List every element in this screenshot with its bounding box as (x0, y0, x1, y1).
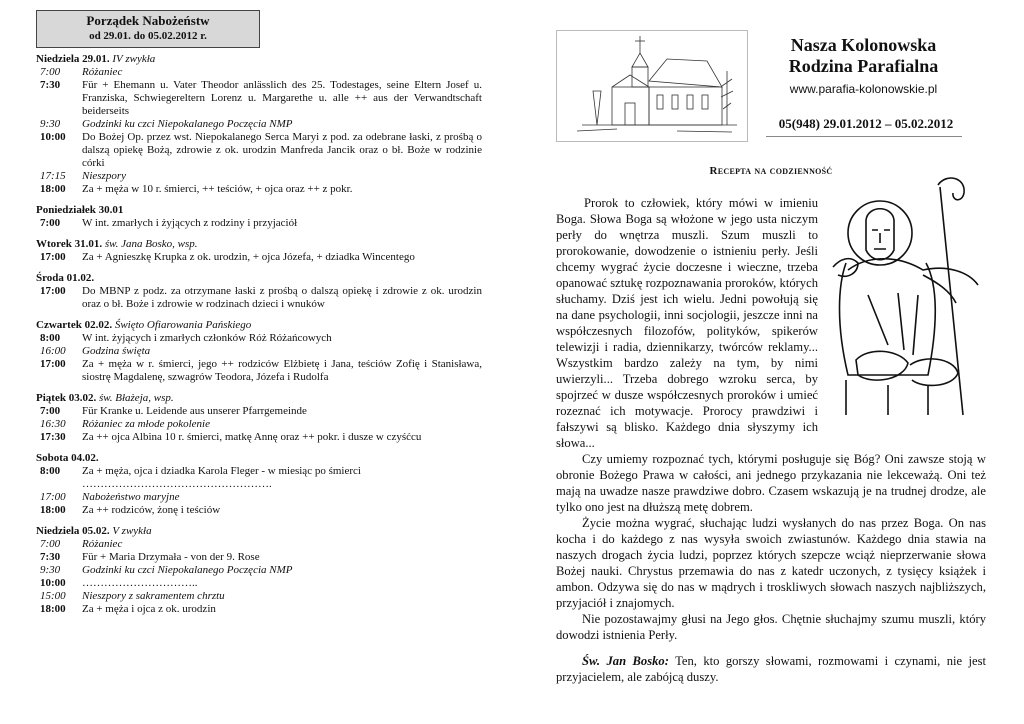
mass-intention: Für + Ehemann u. Vater Theodor anlässlich des 25. Todestages, seine Eltern Josef u. Franziska, Schwiegereltern Lorenz u. Margarethe u. alle ++ aus der Verwandtschaft beiderseits (82, 79, 482, 117)
article-heading: Recepta na codzienność (709, 165, 833, 177)
day-header (36, 452, 482, 465)
mass-entry (36, 491, 482, 504)
mass-entry (36, 358, 482, 384)
schedule-day (36, 272, 482, 311)
mass-intention: W int. zmarłych i żyjących z rodziny i przyjaciół (82, 217, 298, 229)
mass-entry (36, 431, 482, 444)
mass-time: 10:00 (40, 577, 66, 589)
mass-entry (36, 551, 482, 564)
mass-entry (36, 465, 482, 478)
mass-intention: Nabożeństwo maryjne (82, 491, 180, 503)
mass-time: 7:00 (40, 538, 61, 550)
mass-intention: Godzina święta (82, 345, 151, 357)
day-label: Czwartek 02.02. (36, 319, 113, 331)
mass-entry (36, 603, 482, 616)
day-label: Poniedziałek 30.01 (36, 204, 124, 216)
mass-time: 18:00 (40, 504, 66, 516)
day-label: Wtorek 31.01. (36, 238, 103, 250)
mass-time: 17:00 (40, 251, 66, 263)
day-note: św. Błażeja, wsp. (98, 392, 174, 404)
mass-intention: ……………………………………………. (82, 478, 272, 490)
church-illustration (556, 30, 748, 142)
schedule-day (36, 525, 482, 616)
mass-intention: Różaniec (82, 66, 123, 78)
schedule-header-box (36, 10, 260, 48)
schedule-day (36, 392, 482, 444)
mass-entry (36, 251, 482, 264)
day-header (36, 392, 482, 405)
mass-intention: Za + męża w 10 r. śmierci, ++ teściów, + ojca oraz ++ z pokr. (82, 183, 353, 195)
day-header (36, 238, 482, 251)
day-note: V zwykła (112, 525, 152, 537)
article-paragraph: Czy umiemy rozpoznać tych, którymi posługuje się Bóg? Oni zawsze stoją w obronie Bożego Prawa w całości, ani jednego przykazania nie lekceważą. Oni też mają na uwadze nasze prawdziwe dobro. Czasem wskazują je na trudnej drodze, ale tylko ono jest na dłuższą metę dobrem. (556, 452, 986, 514)
schedule-day (36, 452, 482, 517)
article-paragraph: Życie można wygrać, słuchając ludzi wysłanych do nas przez Boga. On nas kocha i do każdego z nas wysyła swoich zwiastunów. Każdego dnia stawia na naszych drogach życia ludzi, poprzez których szepcze wciąż nieprzerwanie słowa Bożej nauki. Chrystus przemawia do nas z katedr uczonych, z tysięcy książek i ambon. Odzywa się do nas w mądrych i troskliwych słowach naszych najbliższych, przyjaciół i znajomych. (556, 516, 986, 610)
good-shepherd-illustration (828, 175, 986, 420)
mass-time: 9:30 (40, 564, 61, 576)
mass-time: 7:30 (40, 551, 61, 563)
day-label: Niedziela 29.01. (36, 53, 110, 65)
mass-time: 8:00 (40, 465, 61, 477)
mass-entry (36, 183, 482, 196)
mass-intention: Godzinki ku czci Niepokalanego Poczęcia NMP (82, 118, 293, 130)
mass-time: 17:15 (40, 170, 66, 182)
mass-entry (36, 170, 482, 183)
mass-entry (36, 538, 482, 551)
mass-time: 7:00 (40, 66, 61, 78)
mass-intention: Różaniec za młode pokolenie (82, 418, 210, 430)
schedule-day (36, 238, 482, 264)
mass-time: 15:00 (40, 590, 66, 602)
mass-intention: Do MBNP z podz. za otrzymane łaski z prośbą o dalszą opiekę i zdrowie z ok. urodzin oraz o bł. Boże i zdrowie w rodzinach dzieci i wnuków (82, 285, 482, 310)
parish-website[interactable]: www.parafia-kolonowskie.pl (789, 82, 938, 96)
day-header (36, 53, 482, 66)
day-note: Święto Ofiarowania Pańskiego (114, 319, 252, 331)
mass-intention: Za ++ rodziców, żonę i teściów (82, 504, 221, 516)
article-paragraph: Prorok to człowiek, który mówi w imieniu Boga. Słowa Boga są włożone w jego usta niczym perły do wnętrza muszli. Szum muszli to prorokowanie, dowodzenie o istnieniu perły. Jeśli chcemy wygrać życie doczesne i wieczne, trzeba opanować sztukę rozpoznawania proroków, których słuchamy. Dziś jest ich wielu. Jedni powołują się na dane psychologii, inni socjologii, jeszcze inni na współczesnych filozofów, polityków, spikerów telewizji i radia, dziennikarzy, twórców reklamy... Wszystkim bardzo zależy na tym, by nimi uwierzyli... Trzeba dobrego wzroku serca, by spojrzeć w dusze współczesnych proroków i umieć rozeznać ich motywacje. Prorocy prawdziwi i fałszywi są blisko. Każdego dnia słyszymy ich słowa... (556, 196, 818, 450)
mass-intention: Für + Maria Drzymała - von der 9. Rose (82, 551, 260, 563)
mass-entry (36, 66, 482, 79)
mass-intention: Do Bożej Op. przez wst. Niepokalanego Serca Maryi z pod. za odebrane łaski, z prośbą o dalszą opiekę Bożą, zdrowie z ok. urodzin Manfreda Jancik oraz o bł. Boże w rodzinie córki (82, 131, 482, 169)
day-label: Piątek 03.02. (36, 392, 97, 404)
masthead-divider (766, 136, 962, 137)
mass-intention: Za + Agnieszkę Krupka z ok. urodzin, + ojca Józefa, + dziadka Wincentego (82, 251, 415, 263)
mass-time: 18:00 (40, 183, 66, 195)
mass-entry (36, 577, 482, 590)
mass-entry (36, 285, 482, 311)
mass-intention: ………………………….. (82, 577, 198, 589)
saint-quote (556, 653, 986, 685)
mass-entry (36, 590, 482, 603)
day-header (36, 204, 482, 217)
bulletin-title (761, 35, 966, 77)
mass-time: 9:30 (40, 118, 61, 130)
mass-time: 17:30 (40, 431, 66, 443)
schedule-date-range: od 29.01. do 05.02.2012 r. (89, 30, 207, 42)
day-note: św. Jana Bosko, wsp. (104, 238, 198, 250)
mass-time: 17:00 (40, 285, 66, 297)
schedule-day (36, 53, 482, 196)
mass-entry (36, 478, 482, 491)
mass-intention: W int. żyjących i zmarłych członków Róż Różańcowych (82, 332, 332, 344)
mass-entry (36, 504, 482, 517)
mass-entry (36, 131, 482, 170)
mass-intention: Nieszpory (82, 170, 126, 182)
mass-intention: Za ++ ojca Albina 10 r. śmierci, matkę Annę oraz ++ pokr. i dusze w czyśćcu (82, 431, 422, 443)
mass-entry (36, 217, 482, 230)
mass-entry (36, 564, 482, 577)
schedule-day (36, 204, 482, 230)
day-header (36, 525, 482, 538)
day-label: Niedziela 05.02. (36, 525, 110, 537)
schedule-title: Porządek Nabożeństw (86, 13, 210, 28)
mass-entry (36, 345, 482, 358)
mass-time: 17:00 (40, 491, 66, 503)
quote-author: Św. Jan Bosko: (582, 654, 669, 668)
mass-time: 7:30 (40, 79, 61, 91)
day-label: Sobota 04.02. (36, 452, 99, 464)
mass-entry (36, 418, 482, 431)
bulletin-title-line1: Nasza Kolonowska (790, 35, 937, 55)
mass-time: 16:00 (40, 345, 66, 357)
mass-intention: Godzinki ku czci Niepokalanego Poczęcia NMP (82, 564, 293, 576)
issue-number: 05(948) 29.01.2012 – 05.02.2012 (778, 116, 954, 131)
schedule-day (36, 319, 482, 384)
mass-time: 7:00 (40, 217, 61, 229)
mass-time: 16:30 (40, 418, 66, 430)
mass-intention: Za + męża i ojca z ok. urodzin (82, 603, 216, 615)
mass-time (36, 478, 82, 491)
mass-entry (36, 118, 482, 131)
mass-intention: Nieszpory z sakramentem chrztu (82, 590, 225, 602)
mass-time: 17:00 (40, 358, 66, 370)
day-header (36, 272, 482, 285)
article-paragraph: Nie pozostawajmy głusi na Jego głos. Chętnie słuchajmy szumu muszli, który dowodzi istnienia Perły. (556, 612, 986, 642)
schedule-column (36, 10, 482, 616)
mass-entry (36, 332, 482, 345)
mass-time: 18:00 (40, 603, 66, 615)
day-note: IV zwykła (112, 53, 156, 65)
day-header (36, 319, 482, 332)
day-label: Środa 01.02. (36, 272, 95, 284)
mass-intention: Za + męża w r. śmierci, jego ++ rodziców Elżbietę i Jana, teściów Zofię i Stanisława, siostrę Magdalenę, szwagrów Teodora, Józefa i Rudolfa (82, 358, 482, 383)
mass-time: 8:00 (40, 332, 61, 344)
mass-intention: Różaniec (82, 538, 123, 550)
mass-intention: Für Kranke u. Leidende aus unserer Pfarrgemeinde (82, 405, 307, 417)
schedule-days (36, 53, 482, 616)
bulletin-title-line2: Rodzina Parafialna (788, 56, 939, 76)
mass-time: 10:00 (40, 131, 66, 143)
quote-text: Ten, kto gorszy słowami, rozmowami i czynami, nie jest przyjacielem, ale zabójcą duszy. (556, 654, 986, 684)
mass-time: 7:00 (40, 405, 61, 417)
mass-entry (36, 405, 482, 418)
mass-intention: Za + męża, ojca i dziadka Karola Fleger - w miesiąc po śmierci (82, 465, 361, 477)
mass-entry (36, 79, 482, 118)
